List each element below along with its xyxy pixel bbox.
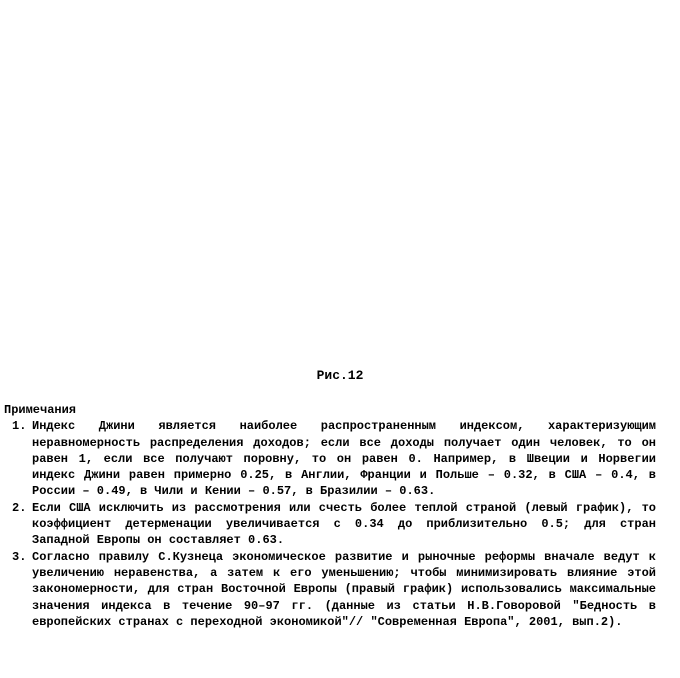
note-item [4, 549, 656, 630]
figure-caption: Рис.12 [316, 368, 364, 383]
notes-section [4, 402, 656, 630]
notes-heading: Примечания [4, 403, 77, 417]
note-number: 3. [12, 549, 27, 564]
note-item [4, 500, 656, 549]
note-number: 2. [12, 500, 27, 515]
note-item [4, 418, 656, 499]
note-number: 1. [12, 419, 27, 434]
notes-list [4, 418, 656, 630]
note-text: Если США исключить из рассмотрения или счесть более теплой страной (левый график), то коэффициент детерменации увеличивается с 0.34 до приблизительно 0.5; для стран Западной Европы он составляет 0.63. [32, 500, 656, 548]
note-text: Согласно правилу С.Кузнеца экономическое развитие и рыночные реформы вначале ведут к увеличению неравенства, а затем к его уменьшению; чтобы минимизировать влияние этой закономерности, для стран Восточной Европы (правый график) использовались максимальные значения индекса в течение 90–97 гг. (данные из статьи Н.В.Говоровой "Бедность в европейских странах с переходной экономикой"// "Современная Европа", 2001, вып.2). [32, 549, 656, 629]
note-text: Индекс Джини является наиболее распространенным индексом, характеризующим неравномерность распределения доходов; если все доходы получает один человек, то он равен 1, если все получают поровну, то он равен 0. Например, в Швеции и Норвегии индекс Джини равен примерно 0.25, в Англии, Франции и Польше – 0.32, в США – 0.4, в России – 0.49, в Чили и Кении – 0.57, в Бразилии – 0.63. [32, 419, 656, 499]
